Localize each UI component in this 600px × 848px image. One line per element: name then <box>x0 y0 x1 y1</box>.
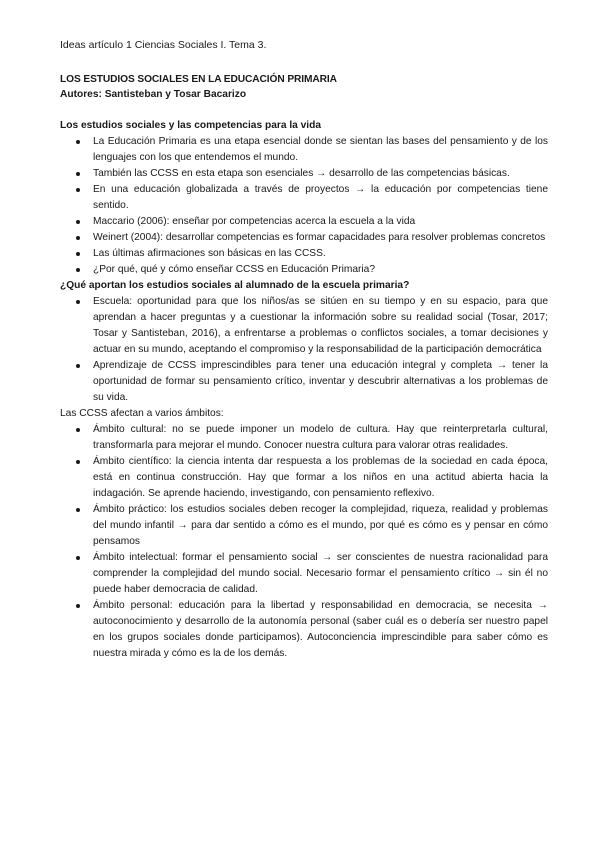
list-item: Ámbito científico: la ciencia intenta dar respuesta a los problemas de la sociedad en cada época, está en continua construcción. Hay que formar a los niños en una actitud abierta hacia la indagación. Se aprende haciendo, investigando, con pensamiento reflexivo. <box>93 454 548 502</box>
list-item: También las CCSS en esta etapa son esenciales → desarrollo de las competencias básicas. <box>93 166 548 182</box>
page-header: Ideas artículo 1 Ciencias Sociales I. Tema 3. <box>60 39 267 51</box>
list-item: La Educación Primaria es una etapa esencial donde se sientan las bases del pensamiento y de los lenguajes con los que entendemos el mundo. <box>93 134 548 166</box>
list-item: Weinert (2004): desarrollar competencias es formar capacidades para resolver problemas concretos <box>93 230 548 246</box>
section-ambitos <box>60 406 548 662</box>
bullet-list <box>60 134 548 278</box>
list-item: Ámbito personal: educación para la libertad y responsabilidad en democracia, se necesita → autoconocimiento y desarrollo de la autonomía personal (saber cuál es o debería ser nuestro papel en los grupos sociales donde participamos). Autoconciencia imprescindible para saber cómo es nuestra mirada y cómo es la de los demás. <box>93 598 548 662</box>
bullet-list <box>60 422 548 662</box>
bullet-list <box>60 294 548 406</box>
list-item: Las últimas afirmaciones son básicas en las CCSS. <box>93 246 548 262</box>
list-item: ¿Por qué, qué y cómo enseñar CCSS en Educación Primaria? <box>93 262 548 278</box>
list-item: Ámbito cultural: no se puede imponer un modelo de cultura. Hay que reinterpretarla cultural, transformarla para mejorar el mundo. Conocer nuestra cultura para valorar otras realidades. <box>93 422 548 454</box>
list-item: Ámbito intelectual: formar el pensamiento social → ser conscientes de nuestra racionalidad para comprender la complejidad del mundo social. Necesario formar el pensamiento crítico → sin él no puede haber democracia de calidad. <box>93 550 548 598</box>
section-heading: ¿Qué aportan los estudios sociales al alumnado de la escuela primaria? <box>60 280 410 291</box>
list-item: Escuela: oportunidad para que los niños/as se sitúen en su tiempo y en su espacio, para que aprendan a hacer preguntas y a cuestionar la información sobre su realidad social (Tosar, 2017; Tosar y Santisteban, 2016), a enfrentarse a problemas o conflictos sociales, a tomar decisiones y actuar en su mundo, aceptando el compromiso y la responsabilidad de la participación democrática <box>93 294 548 358</box>
list-item: En una educación globalizada a través de proyectos → la educación por competencias tiene sentido. <box>93 182 548 214</box>
document-authors: Autores: Santisteban y Tosar Bacarizo <box>60 89 247 100</box>
list-item: Maccario (2006): enseñar por competencias acerca la escuela a la vida <box>93 214 548 230</box>
list-item: Ámbito práctico: los estudios sociales deben recoger la complejidad, riqueza, realidad y problemas del mundo infantil → para dar sentido a cómo es el mundo, por qué es cómo es y pensar en cómo pensamos <box>93 502 548 550</box>
section-intro: Las CCSS afectan a varios ámbitos: <box>60 408 224 419</box>
list-item: Aprendizaje de CCSS imprescindibles para tener una educación integral y completa → tener la oportunidad de formar su pensamiento crítico, inventar y descubrir alternativas a los problemas de su vida. <box>93 358 548 406</box>
section-aportaciones <box>60 278 548 406</box>
document-title: LOS ESTUDIOS SOCIALES EN LA EDUCACIÓN PRIMARIA <box>60 74 337 85</box>
section-competencias <box>60 118 548 278</box>
section-heading: Los estudios sociales y las competencias para la vida <box>60 120 322 131</box>
